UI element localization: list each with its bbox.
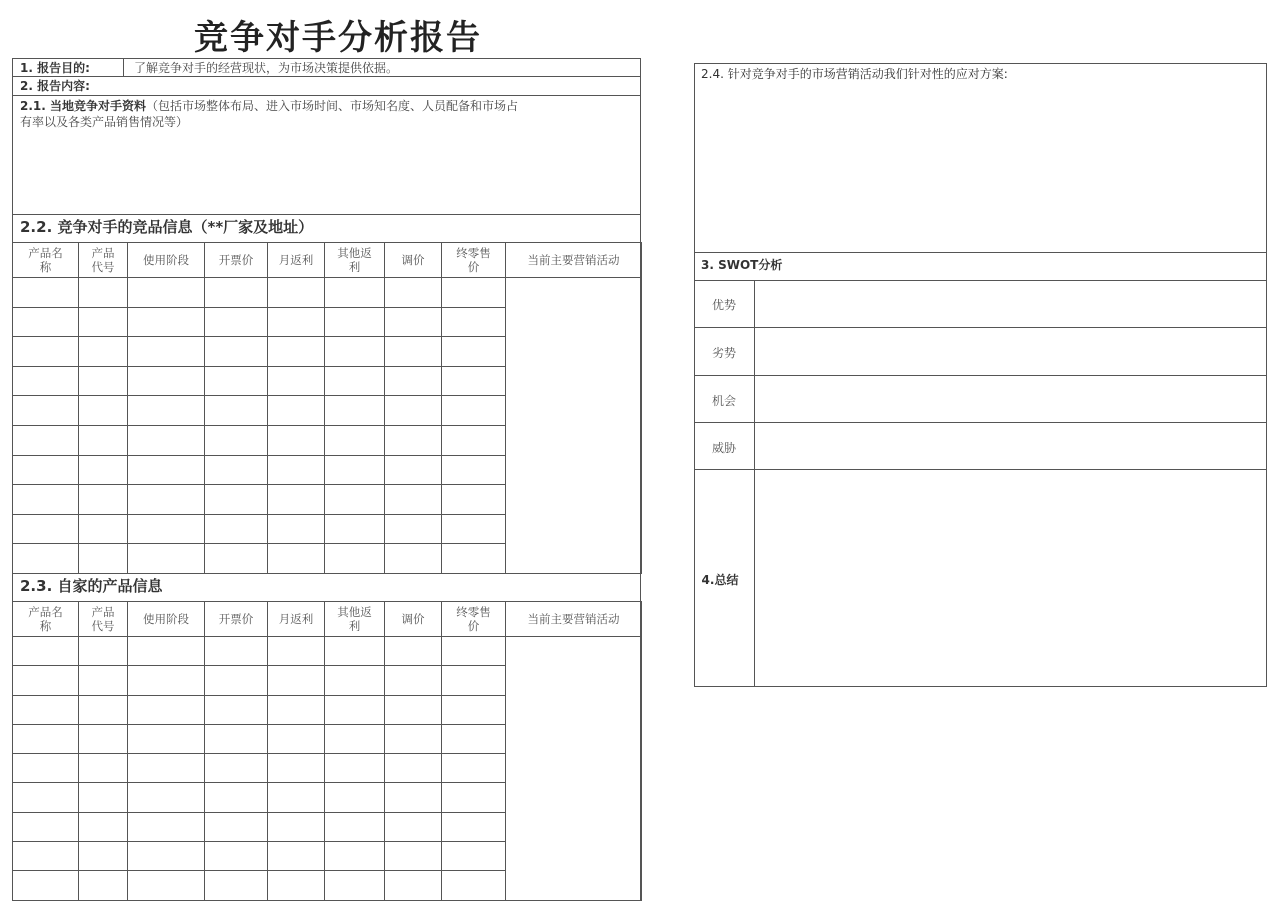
table-cell <box>385 366 442 396</box>
table-cell <box>128 842 205 871</box>
table-cell <box>385 514 442 544</box>
col-header-monthly-rebate: 月返利 <box>268 243 325 278</box>
table-cell <box>205 514 268 544</box>
table-cell <box>442 812 506 841</box>
table-cell <box>442 666 506 695</box>
table-cell <box>325 396 385 426</box>
table-cell <box>442 337 506 367</box>
table-cell <box>79 666 128 695</box>
col-header-product-name: 产品名 称 <box>13 243 79 278</box>
col-header-other-rebate: 其他返 利 <box>325 243 385 278</box>
col-header-invoice-price: 开票价 <box>205 243 268 278</box>
table-cell <box>128 695 205 724</box>
table-cell <box>268 485 325 515</box>
table-cell <box>13 666 79 695</box>
table-cell <box>442 544 506 574</box>
divider <box>754 280 755 687</box>
table-cell <box>128 425 205 455</box>
table-cell <box>325 544 385 574</box>
col-header-retail-price: 终零售 价 <box>442 602 506 637</box>
table-cell <box>205 783 268 812</box>
section-2-1-title: 2.1. 当地竞争对手资料 <box>20 99 146 113</box>
table-cell <box>385 754 442 783</box>
table-cell <box>128 366 205 396</box>
table-cell <box>205 812 268 841</box>
divider <box>694 252 1267 253</box>
table-cell <box>385 695 442 724</box>
table-cell <box>268 842 325 871</box>
table-header-row <box>13 243 642 278</box>
table-cell <box>13 278 79 308</box>
swot-opportunity-label: 机会 <box>711 394 736 408</box>
table-cell <box>128 278 205 308</box>
table-cell <box>13 485 79 515</box>
section-2-3-title: 2.3. 自家的产品信息 <box>20 577 163 595</box>
table-cell <box>385 425 442 455</box>
table-cell <box>79 396 128 426</box>
section-2-1-desc-1: （包括市场整体布局、进入市场时间、市场知名度、人员配备和市场占 <box>146 99 519 113</box>
table-cell <box>268 455 325 485</box>
swot-strength-label: 优势 <box>711 298 736 312</box>
table-cell <box>128 307 205 337</box>
purpose-label: 1. 报告目的: <box>20 61 90 75</box>
table-cell <box>79 485 128 515</box>
section-2-4-title: 2.4. 针对竞争对手的市场营销活动我们针对性的应对方案: <box>701 67 1008 81</box>
table-cell <box>205 455 268 485</box>
section-2-1 <box>20 99 518 113</box>
table-cell <box>325 425 385 455</box>
table-cell <box>128 871 205 900</box>
table-cell <box>205 396 268 426</box>
table-cell <box>79 695 128 724</box>
table-cell <box>385 544 442 574</box>
col-header-product-name: 产品名 称 <box>13 602 79 637</box>
table-cell <box>13 695 79 724</box>
table-cell <box>268 278 325 308</box>
purpose-text: 了解竞争对手的经营现状，为市场决策提供依据。 <box>134 61 399 75</box>
table-cell <box>79 455 128 485</box>
table-cell <box>442 396 506 426</box>
table-cell <box>205 485 268 515</box>
table-cell <box>268 871 325 900</box>
table-cell <box>13 842 79 871</box>
table-cell <box>325 842 385 871</box>
col-header-usage-stage: 使用阶段 <box>128 243 205 278</box>
table-cell <box>13 396 79 426</box>
own-product-table <box>12 601 642 901</box>
table-cell <box>442 695 506 724</box>
table-cell <box>205 307 268 337</box>
divider <box>694 327 1267 328</box>
divider <box>123 58 124 76</box>
table-cell <box>79 278 128 308</box>
table-cell <box>325 637 385 666</box>
table-cell <box>325 871 385 900</box>
col-header-marketing: 当前主要营销活动 <box>506 243 642 278</box>
swot-threat-label: 威胁 <box>711 441 736 455</box>
table-cell <box>205 637 268 666</box>
table-cell <box>385 871 442 900</box>
swot-weakness-label: 劣势 <box>711 346 736 360</box>
table-cell <box>128 666 205 695</box>
table-cell <box>442 842 506 871</box>
table-cell <box>128 396 205 426</box>
table-cell <box>79 812 128 841</box>
table-cell <box>13 871 79 900</box>
table-cell <box>268 666 325 695</box>
table-cell <box>79 871 128 900</box>
table-cell <box>442 871 506 900</box>
table-cell <box>268 812 325 841</box>
table-cell <box>79 783 128 812</box>
table-cell <box>325 366 385 396</box>
table-cell <box>205 724 268 753</box>
table-cell <box>79 842 128 871</box>
marketing-activity-cell <box>506 637 642 901</box>
table-cell <box>442 278 506 308</box>
table-cell <box>79 514 128 544</box>
col-header-marketing: 当前主要营销活动 <box>506 602 642 637</box>
col-header-product-code: 产品 代号 <box>79 243 128 278</box>
col-header-retail-price: 终零售 价 <box>442 243 506 278</box>
table-cell <box>13 637 79 666</box>
table-cell <box>268 307 325 337</box>
table-cell <box>442 754 506 783</box>
table-header-row <box>13 602 642 637</box>
table-cell <box>442 485 506 515</box>
table-cell <box>385 666 442 695</box>
table-cell <box>325 337 385 367</box>
table-cell <box>13 724 79 753</box>
table-cell <box>325 455 385 485</box>
table-cell <box>13 425 79 455</box>
table-cell <box>442 783 506 812</box>
table-cell <box>128 514 205 544</box>
table-cell <box>79 637 128 666</box>
table-cell <box>385 783 442 812</box>
table-cell <box>128 724 205 753</box>
table-cell <box>442 425 506 455</box>
table-cell <box>442 455 506 485</box>
col-header-usage-stage: 使用阶段 <box>128 602 205 637</box>
table-cell <box>268 637 325 666</box>
table-row <box>13 278 642 308</box>
divider <box>12 214 641 215</box>
table-cell <box>325 754 385 783</box>
table-cell <box>325 812 385 841</box>
table-cell <box>442 307 506 337</box>
table-cell <box>128 812 205 841</box>
table-cell <box>385 396 442 426</box>
table-cell <box>128 485 205 515</box>
table-cell <box>205 337 268 367</box>
table-cell <box>325 514 385 544</box>
table-cell <box>325 307 385 337</box>
table-cell <box>128 783 205 812</box>
table-cell <box>325 695 385 724</box>
table-cell <box>325 485 385 515</box>
table-cell <box>128 455 205 485</box>
table-cell <box>442 366 506 396</box>
content-label: 2. 报告内容: <box>20 79 90 93</box>
table-cell <box>128 637 205 666</box>
table-cell <box>205 871 268 900</box>
divider <box>12 95 641 96</box>
table-cell <box>79 544 128 574</box>
table-cell <box>442 637 506 666</box>
table-cell <box>268 695 325 724</box>
table-cell <box>325 724 385 753</box>
table-cell <box>325 783 385 812</box>
table-cell <box>442 724 506 753</box>
table-cell <box>13 337 79 367</box>
table-cell <box>13 812 79 841</box>
table-cell <box>79 425 128 455</box>
table-cell <box>13 455 79 485</box>
table-cell <box>205 366 268 396</box>
section-2-2-title: 2.2. 竞争对手的竞品信息（**厂家及地址） <box>20 218 314 236</box>
col-header-price-adjust: 调价 <box>385 243 442 278</box>
table-cell <box>385 455 442 485</box>
table-cell <box>268 514 325 544</box>
table-cell <box>385 485 442 515</box>
table-cell <box>79 337 128 367</box>
table-cell <box>13 783 79 812</box>
table-cell <box>79 366 128 396</box>
table-cell <box>385 724 442 753</box>
table-cell <box>205 754 268 783</box>
divider <box>694 375 1267 376</box>
table-cell <box>268 724 325 753</box>
col-header-other-rebate: 其他返 利 <box>325 602 385 637</box>
table-cell <box>268 544 325 574</box>
table-cell <box>128 337 205 367</box>
table-cell <box>128 544 205 574</box>
divider <box>694 280 1267 281</box>
col-header-monthly-rebate: 月返利 <box>268 602 325 637</box>
table-cell <box>13 366 79 396</box>
page-title: 竞争对手分析报告 <box>194 18 482 58</box>
table-cell <box>13 544 79 574</box>
table-cell <box>325 666 385 695</box>
table-cell <box>268 425 325 455</box>
table-cell <box>268 783 325 812</box>
table-cell <box>205 425 268 455</box>
col-header-invoice-price: 开票价 <box>205 602 268 637</box>
table-cell <box>385 278 442 308</box>
swot-title: 3. SWOT分析 <box>701 258 783 272</box>
table-cell <box>442 514 506 544</box>
table-cell <box>325 278 385 308</box>
table-row <box>13 637 642 666</box>
divider <box>694 422 1267 423</box>
marketing-activity-cell <box>506 278 642 574</box>
col-header-price-adjust: 调价 <box>385 602 442 637</box>
table-cell <box>205 666 268 695</box>
section-2-1-desc-2: 有率以及各类产品销售情况等） <box>20 115 189 129</box>
table-cell <box>268 754 325 783</box>
table-cell <box>205 842 268 871</box>
summary-label: 4.总结 <box>701 573 739 587</box>
table-cell <box>385 812 442 841</box>
competitor-product-table <box>12 242 642 574</box>
table-cell <box>13 754 79 783</box>
table-cell <box>385 842 442 871</box>
divider <box>694 469 1267 470</box>
divider <box>12 76 641 77</box>
table-cell <box>79 754 128 783</box>
table-cell <box>205 544 268 574</box>
col-header-product-code: 产品 代号 <box>79 602 128 637</box>
table-cell <box>205 278 268 308</box>
table-cell <box>268 366 325 396</box>
table-cell <box>205 695 268 724</box>
table-cell <box>385 337 442 367</box>
table-cell <box>13 307 79 337</box>
table-cell <box>79 724 128 753</box>
table-cell <box>128 754 205 783</box>
table-cell <box>385 307 442 337</box>
table-cell <box>13 514 79 544</box>
table-cell <box>385 637 442 666</box>
table-cell <box>268 396 325 426</box>
table-cell <box>268 337 325 367</box>
table-cell <box>79 307 128 337</box>
